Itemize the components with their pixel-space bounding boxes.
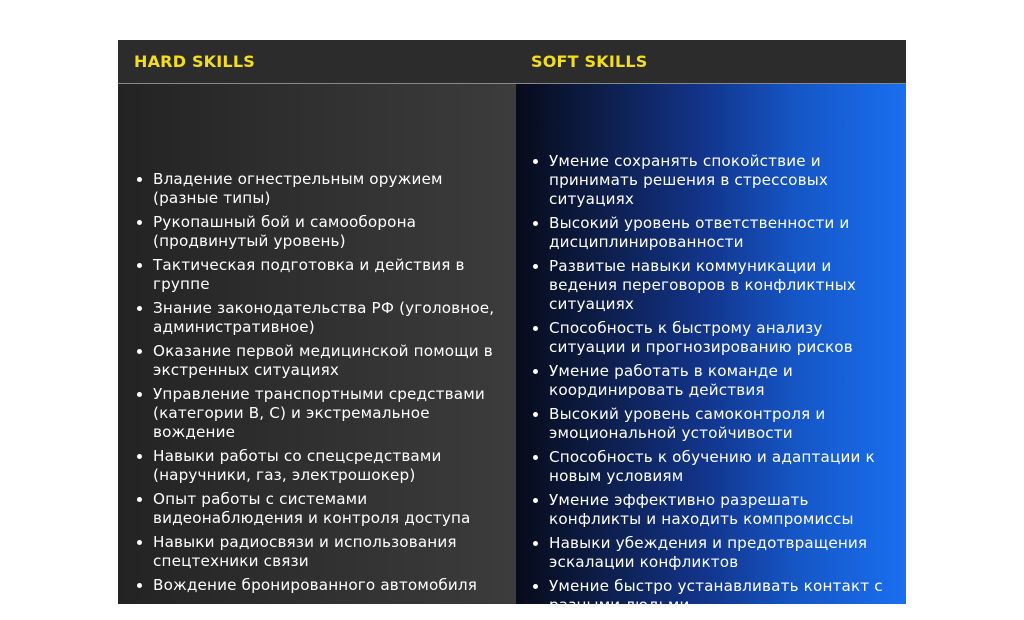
list-item (531, 534, 903, 572)
bullet-icon (137, 392, 142, 397)
hard-skills-list (135, 170, 505, 600)
bullet-icon (137, 540, 142, 545)
list-item (135, 533, 505, 571)
bullet-icon (533, 455, 538, 460)
list-item (531, 448, 903, 486)
list-item (531, 405, 903, 443)
list-item (531, 214, 903, 252)
hard-skills-column (118, 84, 516, 604)
list-item-text: Развитые навыки коммуникации и ведения переговоров в конфликтных ситуациях (549, 257, 857, 313)
bullet-icon (137, 263, 142, 268)
bullet-icon (137, 583, 142, 588)
bullet-icon (533, 412, 538, 417)
list-item (135, 170, 505, 208)
list-item-text: Тактическая подготовка и действия в группе (153, 256, 465, 293)
list-item-text: Вождение бронированного автомобиля (153, 576, 478, 594)
bullet-icon (533, 541, 538, 546)
bullet-icon (533, 584, 538, 589)
list-item-text: Опыт работы с системами видеонаблюдения и контроля доступа (153, 490, 471, 527)
bullet-icon (137, 454, 142, 459)
bullet-icon (533, 369, 538, 374)
list-item-text: Высокий уровень ответственности и дисциплинированности (549, 214, 850, 251)
bullet-icon (533, 159, 538, 164)
list-item-text: Знание законодательства РФ (уголовное, административное) (153, 299, 495, 336)
list-item-text: Рукопашный бой и самооборона (продвинутый уровень) (153, 213, 417, 250)
list-item (531, 152, 903, 209)
list-item-text: Умение сохранять спокойствие и принимать решения в стрессовых ситуациях (549, 152, 829, 208)
list-item (531, 257, 903, 314)
bullet-icon (533, 326, 538, 331)
list-item-text: Владение огнестрельным оружием (разные типы) (153, 170, 443, 207)
list-item (135, 213, 505, 251)
list-item-text: Навыки убеждения и предотвращения эскалации конфликтов (549, 534, 868, 571)
bullet-icon (137, 220, 142, 225)
list-item (135, 342, 505, 380)
list-item (531, 577, 903, 615)
list-item (135, 385, 505, 442)
list-item (135, 299, 505, 337)
list-item-text: Управление транспортными средствами (категории B, C) и экстремальное вождение (153, 385, 485, 441)
list-item (531, 491, 903, 529)
bullet-icon (137, 497, 142, 502)
list-item (531, 319, 903, 357)
bullet-icon (533, 221, 538, 226)
hard-skills-title: HARD SKILLS (134, 52, 255, 71)
list-item-text: Умение эффективно разрешать конфликты и находить компромиссы (549, 491, 854, 528)
skills-table (118, 40, 906, 614)
list-item-text: Умение работать в команде и координировать действия (549, 362, 793, 399)
list-item (135, 256, 505, 294)
list-item-text: Оказание первой медицинской помощи в экстренных ситуациях (153, 342, 493, 379)
soft-skills-list (531, 152, 903, 620)
list-item-text: Способность к быстрому анализу ситуации и прогнозированию рисков (549, 319, 853, 356)
list-item (135, 490, 505, 528)
bullet-icon (137, 177, 142, 182)
list-item-text: Высокий уровень самоконтроля и эмоциональной устойчивости (549, 405, 826, 442)
table-header (118, 40, 906, 84)
list-item (135, 447, 505, 485)
soft-skills-title: SOFT SKILLS (531, 52, 648, 71)
list-item (531, 362, 903, 400)
soft-skills-column (516, 84, 906, 614)
bullet-icon (137, 349, 142, 354)
list-item-text: Навыки радиосвязи и использования спецтехники связи (153, 533, 457, 570)
bullet-icon (137, 306, 142, 311)
bullet-icon (533, 264, 538, 269)
list-item (135, 576, 505, 595)
list-item-text: Навыки работы со спецсредствами (наручники, газ, электрошокер) (153, 447, 442, 484)
list-item-text: Способность к обучению и адаптации к новым условиям (549, 448, 875, 485)
bullet-icon (533, 498, 538, 503)
list-item-text: Умение быстро устанавливать контакт с разными людьми (549, 577, 883, 614)
